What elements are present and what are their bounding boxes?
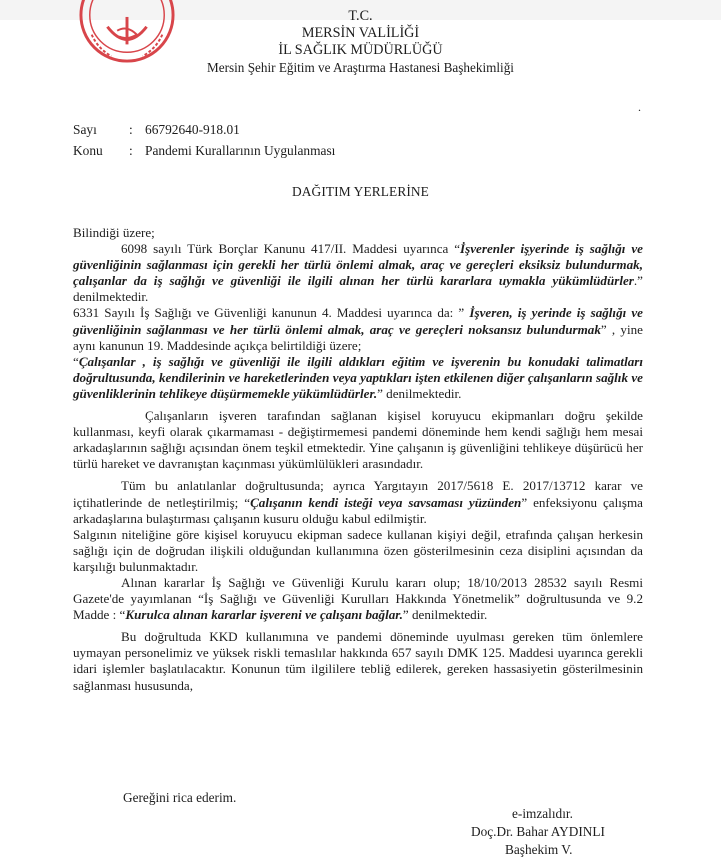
sayi-label: Sayı [73,122,97,137]
p7-emphasis: Kurulca alınan kararlar işvereni ve çalışanı bağlar. [125,607,403,623]
konu-colon: : [129,143,133,158]
stray-dot: . [638,100,641,114]
p5-text-b: ” enfeksiyonu çalışma arkadaşlarına bulaştırması çalışanın kusuru olduğu kabul edilmiştir. [73,494,643,526]
p3-emphasis: Çalışanlar , iş sağlığı ve güvenliği ile ilgili aldıkları eğitim ve işverenin bu konudaki talimatları doğrultusunda, kendilerinin ve hareketlerinden veya yaptıkları işten etkilenen diğer çalışanların sağlık ve güvenliklerinin tehlikeye düşürmemekle yükümlüdürler. [73,353,643,401]
letterhead-line-valilik: MERSİN VALİLİĞİ [301,25,420,41]
signatory-name: Doç.Dr. Bahar AYDINLI [471,824,605,839]
paragraph-2 [73,305,643,353]
e-signature-note: e-imzalıdır. [512,806,573,821]
konu-label: Konu [73,143,103,158]
paragraph-4: Çalışanların işveren tarafından sağlanan kişisel koruyucu ekipmanları doğru şekilde kullanması, keyfi olarak çıkarmaması - değiştirmemesi pandemi döneminde hem kendi sağlığı hem mesai arkadaşlarının sağlığı açısından önem teşkil etmektedir. Yine çalışanın iş güvenliğini tehlikeye düşürücü her türlü hareket ve davranıştan kaçınması yükümlülükleri arasındadır. [73,408,643,472]
paragraph-1 [73,241,643,305]
p7-text-a: Alınan kararlar İş Sağlığı ve Güvenliği Kurulu kararı olup; 18/10/2013 28532 sayılı Resmi Gazete'de yayımlanan “İş Sağlığı ve Güvenliği Kurulları Hakkında Yönetmelik” doğrultusunda ve 9.2 Madde : “ [73,574,643,623]
greeting: Bilindiği üzere; [73,225,155,240]
p3-text-b: ” denilmektedir. [377,385,462,401]
closing-line: Gereğini rica ederim. [123,790,237,805]
paragraph-7 [73,575,643,623]
paragraph-6: Salgının niteliğine göre kişisel koruyucu ekipman sadece kullanan kişiyi değil, etrafında çalışan herkesin sağlığı için de doğrudan ilişkili olduğundan kullanımına özen gösterilmesinin ceza disiplini açısından da karşılığı bulunmaktadır. [73,526,643,574]
p2-emphasis: İşveren, iş yerinde iş sağlığı ve güvenliğinin sağlanması ve her türlü önlemi almak, araç ve gereçleri noksansız bulundurmak [73,305,643,337]
p1-emphasis: İşverenler işyerinde iş sağlığı ve güvenliğinin sağlanması için gerekli her türlü önlemi almak, araç ve gereçleri eksiksiz bulundurmak, çalışanlar da iş sağlığı ve güvenliği ile ilgili alınan her türlü kararlara uymakla yükümlüdürler [73,241,643,289]
letterhead-line-mudurluk: İL SAĞLIK MÜDÜRLÜĞÜ [278,42,443,58]
document-title: DAĞITIM YERLERİNE [292,184,429,199]
p2-text-b: ” , yine aynı kanunun 19. Maddesinde açıkça belirtildiği üzere; [73,321,643,353]
letterhead-line-tc: T.C. [348,8,373,24]
sayi-value: 66792640-918.01 [145,122,240,137]
letterhead [0,8,721,76]
p3-text-a: “ [73,353,79,369]
signatory-role: Başhekim V. [505,842,573,857]
p2-text-a: 6331 Sayılı İş Sağlığı ve Güvenliği kanunun 4. Maddesi uyarınca da: ” [73,305,470,321]
paragraph-5 [73,478,643,526]
konu-value: Pandemi Kurallarının Uygulanması [145,143,336,158]
p5-emphasis: Çalışanın kendi isteği veya savsaması yüzünden [250,494,522,510]
paragraph-3 [73,354,643,402]
p1-text-b: .” denilmektedir. [73,273,643,305]
p7-text-b: ” denilmektedir. [402,607,488,623]
paragraph-8: Bu doğrultuda KKD kullanımına ve pandemi döneminde uyulması gereken tüm önlemlere uymayan personelimiz ve yüksek riskli temaslılar hakkında 657 sayılı DMK 125. Maddesi uyarınca gerekli idari işlemler başlatılacaktır. Konunun tüm ilgililere tebliğ edilerek, gereken hassasiyetin gösterilmesinin sağlanması hususunda, [73,629,643,693]
sayi-colon: : [129,122,133,137]
p5-text-a: Tüm bu anlatılanlar doğrultusunda; ayrıca Yargıtayın 2017/5618 E. 2017/13712 karar ve içtihatlerinde de netleştirilmiş; “ [73,478,643,510]
document-body [73,225,643,694]
letterhead-line-hastane: Mersin Şehir Eğitim ve Araştırma Hastanesi Başhekimliği [207,60,514,75]
p1-text-a: 6098 sayılı Türk Borçlar Kanunu 417/II. Maddesi uyarınca “ [121,241,461,257]
